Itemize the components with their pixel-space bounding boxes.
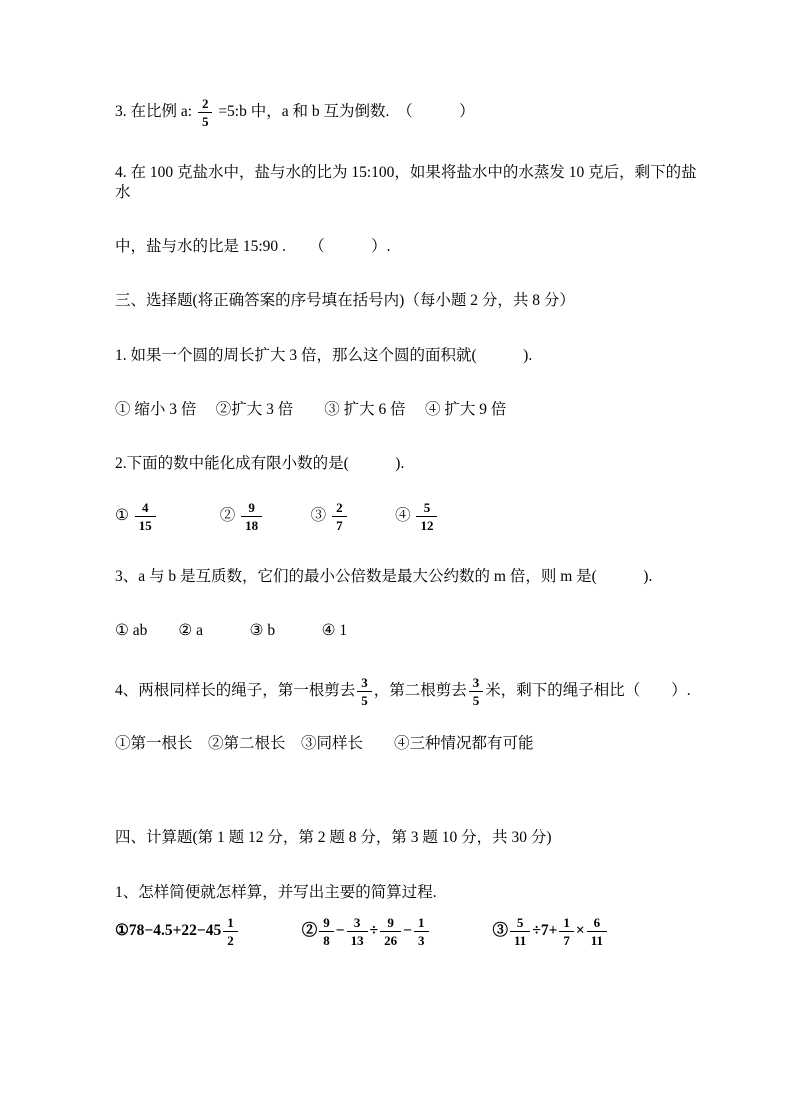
- text-segment: ①: [115, 507, 133, 525]
- fraction-denominator: 12: [416, 516, 437, 533]
- text-segment: ②: [239, 921, 318, 939]
- true-false-question-3: [115, 96, 710, 129]
- text-segment: 中，盐与水的比是 15:90 . （ ）.: [115, 238, 391, 256]
- choice-question-1-options: [115, 400, 710, 420]
- fraction-numerator: 6: [593, 914, 601, 930]
- fraction: [469, 675, 484, 708]
- choice-question-3-options: [115, 621, 710, 641]
- text-segment: ②: [157, 507, 240, 525]
- fraction-numerator: 3: [353, 914, 361, 930]
- choice-question-2: [115, 454, 710, 474]
- fraction: [241, 500, 262, 533]
- text-segment: ④: [348, 507, 415, 525]
- fraction-denominator: 2: [223, 931, 238, 948]
- fraction-numerator: 9: [323, 914, 330, 930]
- text-segment: ①第一根长 ②第二根长 ③同样长 ④三种情况都有可能: [115, 735, 534, 753]
- true-false-question-4-line1: [115, 163, 710, 203]
- fraction-denominator: 7: [332, 516, 347, 533]
- fraction-numerator: 3: [361, 675, 368, 691]
- text-segment: ①78−4.5+22−45: [115, 921, 222, 939]
- fraction: [414, 915, 429, 948]
- text-segment: ÷: [369, 921, 379, 939]
- fraction: [587, 915, 607, 948]
- calc-question-1-expressions: [115, 915, 710, 948]
- fraction-denominator: 5: [469, 691, 484, 708]
- text-segment: 3. 在比例 a:: [115, 103, 196, 121]
- text-segment: ，第二根剪去: [373, 682, 467, 700]
- text-segment: 2.下面的数中能化成有限小数的是( ).: [115, 454, 405, 472]
- fraction: [416, 500, 437, 533]
- text-segment: ÷7+: [532, 921, 558, 939]
- section-3-header: [115, 291, 710, 311]
- text-segment: =5:b 中，a 和 b 互为倒数. （ ）: [214, 103, 475, 121]
- fraction: [198, 96, 213, 129]
- fraction-numerator: 4: [142, 499, 149, 515]
- fraction-numerator: 1: [227, 914, 234, 930]
- fraction-denominator: 13: [347, 931, 368, 948]
- fraction-denominator: 5: [357, 691, 372, 708]
- fraction: [332, 500, 347, 533]
- fraction-denominator: 8: [319, 931, 334, 948]
- fraction-denominator: 15: [135, 516, 156, 533]
- fraction-numerator: 1: [563, 914, 570, 930]
- fraction: [380, 915, 401, 948]
- fraction: [510, 915, 530, 948]
- fraction-numerator: 2: [336, 499, 343, 515]
- fraction-denominator: 18: [241, 516, 262, 533]
- choice-question-2-options: [115, 500, 710, 533]
- fraction-denominator: 7: [559, 931, 574, 948]
- text-segment: ③: [430, 921, 509, 939]
- text-segment: ×: [575, 921, 585, 939]
- fraction-denominator: 3: [414, 931, 429, 948]
- text-segment: 3、a 与 b 是互质数，它们的最小公倍数是最大公约数的 m 倍，则 m 是( ).: [115, 567, 653, 585]
- fraction: [135, 500, 156, 533]
- fraction-numerator: 9: [387, 914, 394, 930]
- text-segment: 1、怎样简便就怎样算，并写出主要的简算过程.: [115, 883, 437, 901]
- text-segment: ③: [264, 507, 331, 525]
- text-segment: −: [335, 921, 345, 939]
- text-segment: ① ab ② a ③ b ④ 1: [115, 622, 348, 640]
- fraction: [357, 675, 372, 708]
- text-segment: 三、选择题(将正确答案的序号填在括号内)（每小题 2 分，共 8 分）: [115, 292, 575, 310]
- fraction: [559, 915, 574, 948]
- text-segment: 4. 在 100 克盐水中，盐与水的比为 15:100，如果将盐水中的水蒸发 10 克后，剩下的盐水: [115, 164, 697, 202]
- fraction-numerator: 9: [248, 499, 255, 515]
- fraction-numerator: 1: [418, 914, 425, 930]
- fraction-denominator: 11: [587, 931, 607, 948]
- section-4-header: [115, 828, 710, 848]
- text-segment: 4、两根同样长的绳子，第一根剪去: [115, 682, 356, 700]
- choice-question-1: [115, 346, 710, 366]
- text-segment: 四、计算题(第 1 题 12 分，第 2 题 8 分，第 3 题 10 分，共 30 分): [115, 829, 552, 847]
- choice-question-4: [115, 675, 710, 708]
- text-segment: 米，剩下的绳子相比（ ）.: [485, 682, 691, 700]
- fraction-denominator: 5: [198, 112, 213, 129]
- fraction-numerator: 3: [472, 675, 480, 691]
- fraction-numerator: 5: [516, 914, 524, 930]
- text-segment: 1. 如果一个圆的周长扩大 3 倍，那么这个圆的面积就( ).: [115, 346, 533, 364]
- fraction-numerator: 5: [423, 499, 431, 515]
- fraction: [347, 915, 368, 948]
- fraction: [319, 915, 334, 948]
- fraction-denominator: 26: [380, 931, 401, 948]
- true-false-question-4-line2: [115, 237, 710, 257]
- fraction: [223, 915, 238, 948]
- choice-question-3: [115, 567, 710, 587]
- fraction-denominator: 11: [510, 931, 530, 948]
- text-segment: −: [403, 921, 412, 939]
- text-segment: ① 缩小 3 倍 ②扩大 3 倍 ③ 扩大 6 倍 ④ 扩大 9 倍: [115, 400, 507, 418]
- calc-question-1: [115, 883, 710, 903]
- fraction-numerator: 2: [201, 96, 209, 111]
- choice-question-4-options: [115, 734, 710, 754]
